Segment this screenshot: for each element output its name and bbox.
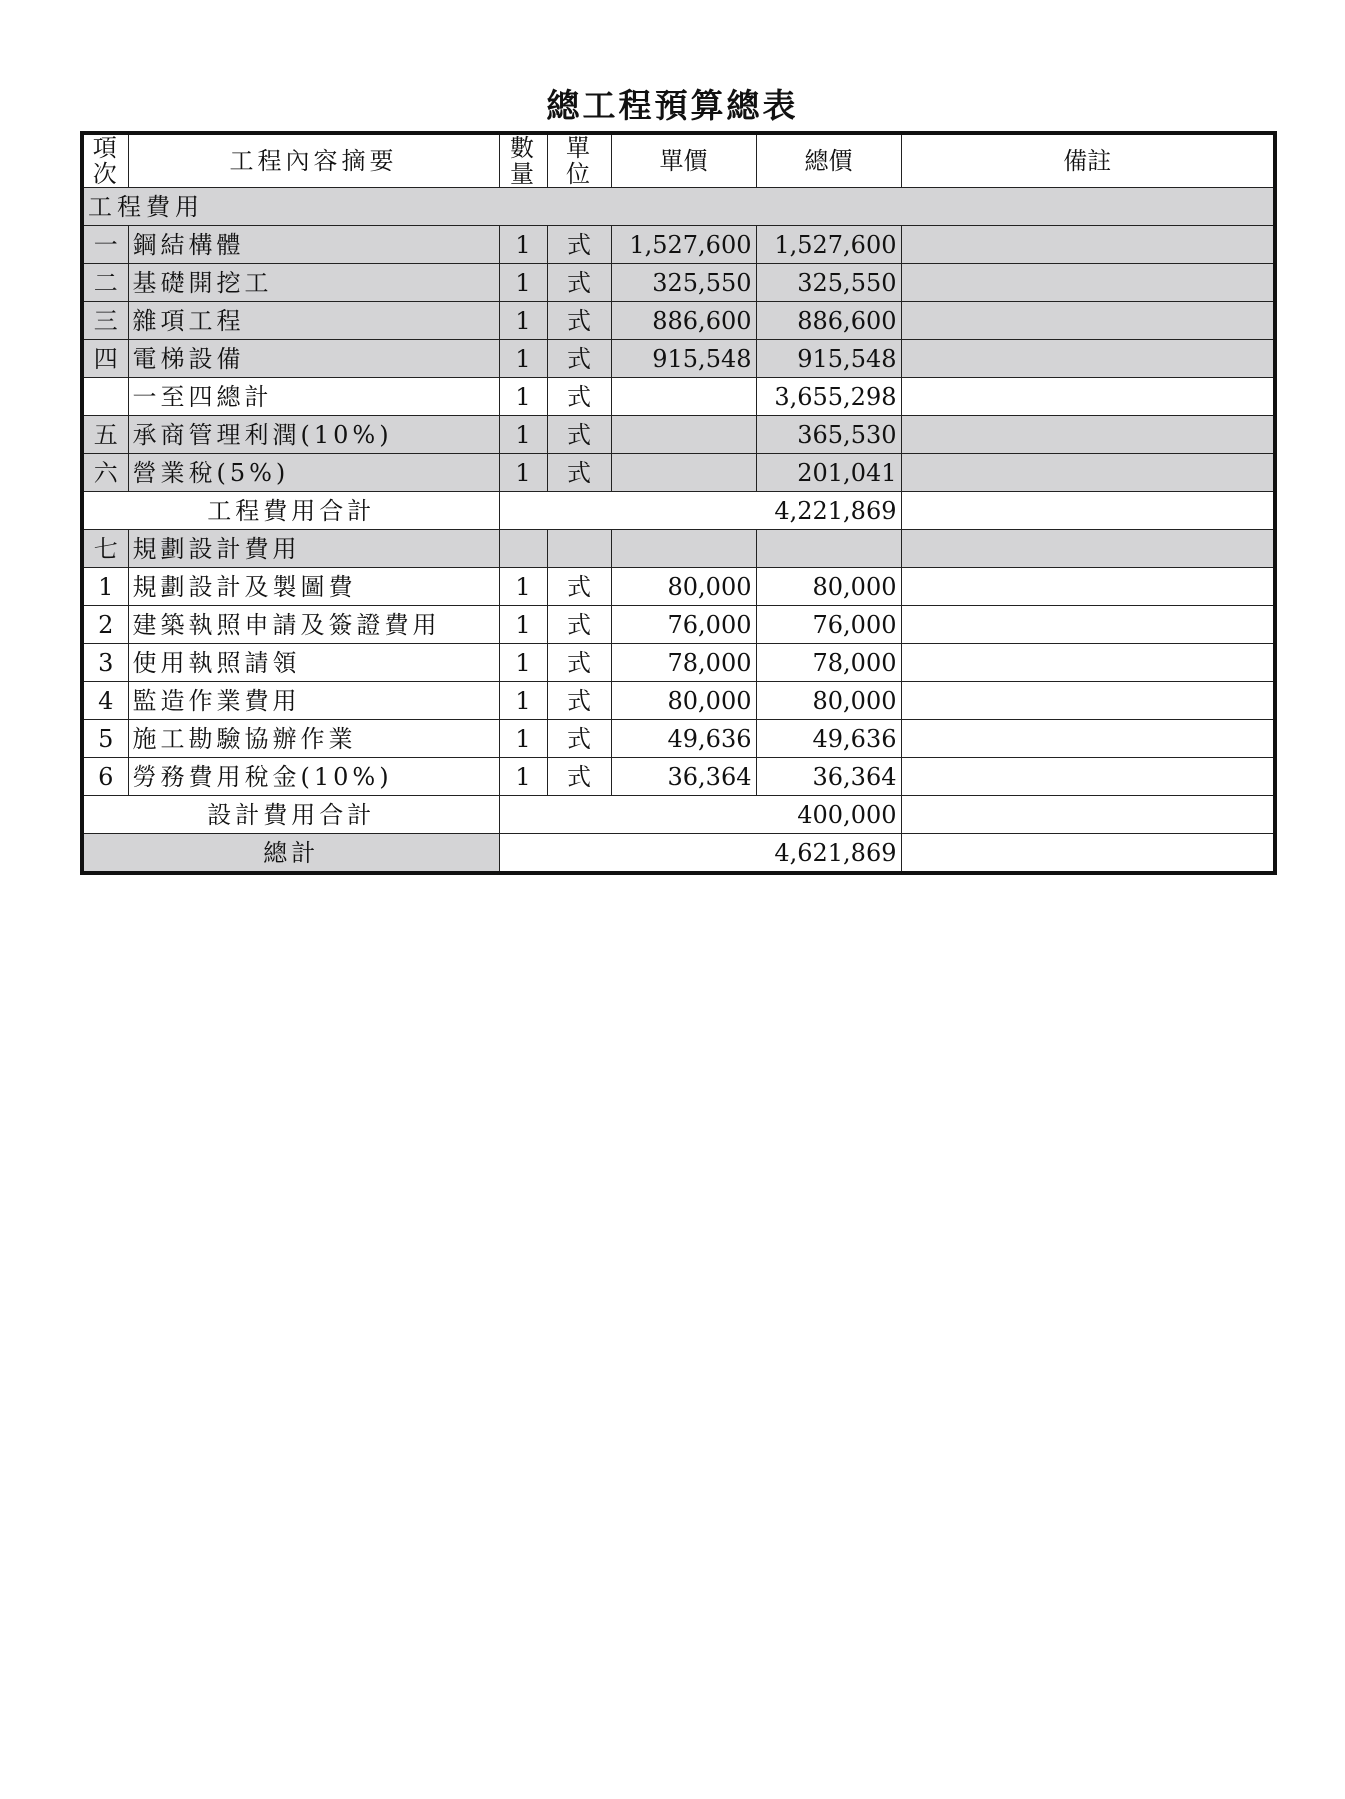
header-quantity bbox=[499, 133, 547, 188]
design-total-remark bbox=[901, 796, 1275, 834]
engineering-total-value: 4,221,869 bbox=[499, 492, 901, 530]
item-description: 營業稅(5%) bbox=[128, 454, 499, 492]
header-item-no bbox=[82, 133, 128, 188]
item-quantity: 1 bbox=[499, 226, 547, 264]
item-no: 三 bbox=[82, 302, 128, 340]
item-unit-price: 80,000 bbox=[611, 682, 756, 720]
item-remark bbox=[901, 644, 1275, 682]
item-unit: 式 bbox=[547, 302, 611, 340]
item-quantity: 1 bbox=[499, 302, 547, 340]
section-row-engineering bbox=[82, 188, 1275, 226]
item-quantity: 1 bbox=[499, 720, 547, 758]
header-description: 工程內容摘要 bbox=[128, 133, 499, 188]
item-description: 施工勘驗協辦作業 bbox=[128, 720, 499, 758]
item-total-price: 36,364 bbox=[756, 758, 901, 796]
item-unit-price: 886,600 bbox=[611, 302, 756, 340]
item-total-price: 80,000 bbox=[756, 682, 901, 720]
item-quantity: 1 bbox=[499, 606, 547, 644]
item-remark bbox=[901, 416, 1275, 454]
item-quantity: 1 bbox=[499, 454, 547, 492]
item-remark bbox=[901, 758, 1275, 796]
item-unit: 式 bbox=[547, 568, 611, 606]
item-unit: 式 bbox=[547, 644, 611, 682]
item-total-price: 365,530 bbox=[756, 416, 901, 454]
item-remark bbox=[901, 340, 1275, 378]
item-total-price: 325,550 bbox=[756, 264, 901, 302]
table-row bbox=[82, 720, 1275, 758]
item-remark bbox=[901, 226, 1275, 264]
table-row bbox=[82, 644, 1275, 682]
table-row bbox=[82, 606, 1275, 644]
item-no: 1 bbox=[82, 568, 128, 606]
item-no: 二 bbox=[82, 264, 128, 302]
item-unit-price bbox=[611, 416, 756, 454]
subtotal-description: 一至四總計 bbox=[128, 378, 499, 416]
table-row bbox=[82, 682, 1275, 720]
item-unit-price: 36,364 bbox=[611, 758, 756, 796]
item-no: 4 bbox=[82, 682, 128, 720]
table-row bbox=[82, 340, 1275, 378]
subtotal-unit-price bbox=[611, 378, 756, 416]
engineering-total-row bbox=[82, 492, 1275, 530]
header-remarks: 備註 bbox=[901, 133, 1275, 188]
item-unit: 式 bbox=[547, 416, 611, 454]
design-total-value: 400,000 bbox=[499, 796, 901, 834]
design-total-label: 設計費用合計 bbox=[82, 796, 499, 834]
grand-total-remark bbox=[901, 834, 1275, 874]
header-total-price: 總價 bbox=[756, 133, 901, 188]
item-quantity: 1 bbox=[499, 416, 547, 454]
subtotal-remark bbox=[901, 378, 1275, 416]
item-quantity: 1 bbox=[499, 568, 547, 606]
item-no: 6 bbox=[82, 758, 128, 796]
item-no: 六 bbox=[82, 454, 128, 492]
item-no: 5 bbox=[82, 720, 128, 758]
item-unit: 式 bbox=[547, 758, 611, 796]
header-unit bbox=[547, 133, 611, 188]
item-total-price: 76,000 bbox=[756, 606, 901, 644]
item-unit-price: 1,527,600 bbox=[611, 226, 756, 264]
item-quantity: 1 bbox=[499, 682, 547, 720]
item-remark bbox=[901, 454, 1275, 492]
item-quantity: 1 bbox=[499, 340, 547, 378]
table-row bbox=[82, 226, 1275, 264]
engineering-total-remark bbox=[901, 492, 1275, 530]
table-row bbox=[82, 302, 1275, 340]
item-total-price: 80,000 bbox=[756, 568, 901, 606]
item-quantity bbox=[499, 530, 547, 568]
item-quantity: 1 bbox=[499, 264, 547, 302]
item-no: 一 bbox=[82, 226, 128, 264]
item-unit-price: 49,636 bbox=[611, 720, 756, 758]
item-description: 電梯設備 bbox=[128, 340, 499, 378]
item-no: 七 bbox=[82, 530, 128, 568]
grand-total-row bbox=[82, 834, 1275, 874]
item-description: 雜項工程 bbox=[128, 302, 499, 340]
item-total-price: 915,548 bbox=[756, 340, 901, 378]
item-remark bbox=[901, 720, 1275, 758]
item-unit-price bbox=[611, 530, 756, 568]
item-description: 規劃設計費用 bbox=[128, 530, 499, 568]
item-unit-price: 80,000 bbox=[611, 568, 756, 606]
item-unit-price: 76,000 bbox=[611, 606, 756, 644]
item-remark bbox=[901, 606, 1275, 644]
item-description: 勞務費用稅金(10%) bbox=[128, 758, 499, 796]
item-remark bbox=[901, 530, 1275, 568]
item-quantity: 1 bbox=[499, 644, 547, 682]
table-body bbox=[82, 188, 1275, 874]
header-item-no-label: 項 次 bbox=[92, 134, 119, 188]
table-row bbox=[82, 264, 1275, 302]
budget-table bbox=[80, 131, 1277, 875]
item-unit bbox=[547, 530, 611, 568]
item-unit-price bbox=[611, 454, 756, 492]
item-total-price bbox=[756, 530, 901, 568]
engineering-total-label: 工程費用合計 bbox=[82, 492, 499, 530]
subtotal-total-price: 3,655,298 bbox=[756, 378, 901, 416]
table-row bbox=[82, 758, 1275, 796]
item-total-price: 1,527,600 bbox=[756, 226, 901, 264]
table-row bbox=[82, 454, 1275, 492]
item-no: 3 bbox=[82, 644, 128, 682]
item-description: 基礎開挖工 bbox=[128, 264, 499, 302]
item-unit: 式 bbox=[547, 264, 611, 302]
header-unit-label: 單 位 bbox=[566, 134, 592, 188]
item-total-price: 886,600 bbox=[756, 302, 901, 340]
item-description: 承商管理利潤(10%) bbox=[128, 416, 499, 454]
item-description: 鋼結構體 bbox=[128, 226, 499, 264]
item-description: 監造作業費用 bbox=[128, 682, 499, 720]
header-unit-price: 單價 bbox=[611, 133, 756, 188]
table-row bbox=[82, 416, 1275, 454]
grand-total-label: 總計 bbox=[82, 834, 499, 874]
item-unit-price: 915,548 bbox=[611, 340, 756, 378]
item-total-price: 201,041 bbox=[756, 454, 901, 492]
item-remark bbox=[901, 264, 1275, 302]
item-no: 四 bbox=[82, 340, 128, 378]
header-row bbox=[82, 133, 1275, 188]
table-row bbox=[82, 568, 1275, 606]
item-unit-price: 325,550 bbox=[611, 264, 756, 302]
item-total-price: 49,636 bbox=[756, 720, 901, 758]
section-label: 工程費用 bbox=[82, 188, 1275, 226]
item-remark bbox=[901, 568, 1275, 606]
item-unit: 式 bbox=[547, 720, 611, 758]
subtotal-row bbox=[82, 378, 1275, 416]
item-description: 使用執照請領 bbox=[128, 644, 499, 682]
item-no: 五 bbox=[82, 416, 128, 454]
item-description: 建築執照申請及簽證費用 bbox=[128, 606, 499, 644]
subtotal-unit: 式 bbox=[547, 378, 611, 416]
header-quantity-label: 數 量 bbox=[510, 134, 536, 188]
item-unit: 式 bbox=[547, 682, 611, 720]
subtotal-no bbox=[82, 378, 128, 416]
item-description: 規劃設計及製圖費 bbox=[128, 568, 499, 606]
item-total-price: 78,000 bbox=[756, 644, 901, 682]
item-unit: 式 bbox=[547, 340, 611, 378]
document-title: 總工程預算總表 bbox=[546, 86, 799, 125]
grand-total-value: 4,621,869 bbox=[499, 834, 901, 874]
item-remark bbox=[901, 682, 1275, 720]
item-remark bbox=[901, 302, 1275, 340]
item-unit-price: 78,000 bbox=[611, 644, 756, 682]
design-total-row bbox=[82, 796, 1275, 834]
section-row-design bbox=[82, 530, 1275, 568]
item-unit: 式 bbox=[547, 454, 611, 492]
item-quantity: 1 bbox=[499, 758, 547, 796]
item-unit: 式 bbox=[547, 606, 611, 644]
subtotal-quantity: 1 bbox=[499, 378, 547, 416]
item-unit: 式 bbox=[547, 226, 611, 264]
item-no: 2 bbox=[82, 606, 128, 644]
